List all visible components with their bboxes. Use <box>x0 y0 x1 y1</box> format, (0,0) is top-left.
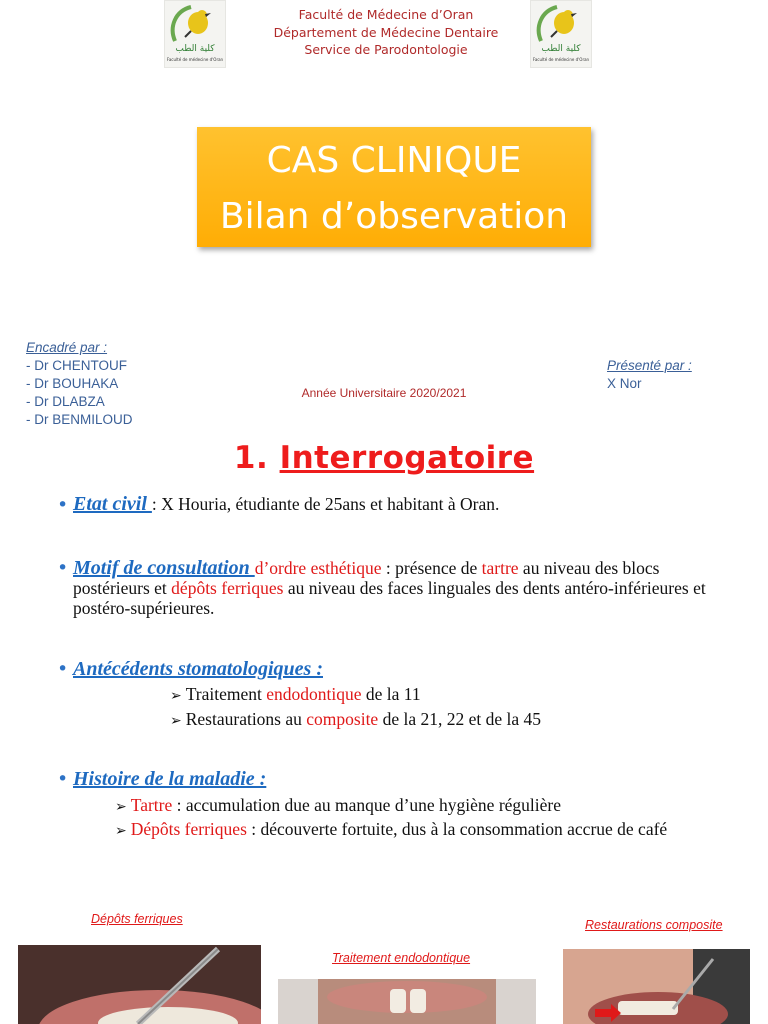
bullet-icon: • <box>57 658 69 680</box>
motif-text-2: au niveau des blocs postérieurs et <box>73 558 660 598</box>
header-department: Département de Médecine Dentaire <box>273 24 499 40</box>
supervisor-name: - Dr BOUHAKA <box>26 376 119 391</box>
supervisors-heading: Encadré par : <box>26 340 108 355</box>
histoire-item: ➢ Tartre : accumulation due au manque d’une hygiène régulière <box>115 795 561 815</box>
antecedent-item: ➢ Traitement endodontique de la 11 <box>170 684 421 704</box>
photo-caption-depots: Dépôts ferriques <box>91 912 183 926</box>
photo-restaurations-composite <box>563 949 750 1024</box>
svg-text:كلية الطب: كلية الطب <box>541 44 581 54</box>
bullet-icon: • <box>57 768 69 790</box>
presenter-heading: Présenté par : <box>607 358 692 373</box>
photo-caption-endodontique: Traitement endodontique <box>332 951 471 965</box>
bullet-icon: • <box>57 557 69 579</box>
presenter-name: X Nor <box>607 376 642 391</box>
section-title: Interrogatoire <box>279 440 535 476</box>
title-line-2: Bilan d’observation <box>219 196 569 237</box>
photo-traitement-endodontique <box>278 979 536 1024</box>
histoire-heading <box>73 769 733 789</box>
header-faculty: Faculté de Médecine d’Oran <box>298 7 474 22</box>
supervisor-name: - Dr BENMILOUD <box>26 412 133 427</box>
motif-text-1: : présence de <box>381 558 482 578</box>
histoire-item: ➢ Dépôts ferriques : découverte fortuite, dus à la consommation accrue de café <box>115 819 668 839</box>
bullet-icon: • <box>57 494 69 516</box>
motif-label: Motif de consultation <box>73 557 255 579</box>
presenter-block <box>607 357 692 393</box>
arrow-bullet-icon: ➢ <box>115 824 127 839</box>
motif-red-3: dépôts ferriques <box>171 578 284 598</box>
svg-text:كلية الطب: كلية الطب <box>175 44 215 54</box>
etat-civil-label: Etat civil <box>73 493 152 515</box>
svg-text:Faculté de médecine d'Oran: Faculté de médecine d'Oran <box>166 57 224 62</box>
svg-text:Faculté de médecine d'Oran: Faculté de médecine d'Oran <box>532 57 590 62</box>
motif-item <box>73 558 733 618</box>
photo-depots-ferriques <box>18 945 261 1024</box>
arrow-bullet-icon: ➢ <box>170 689 182 704</box>
institution-header <box>200 6 572 59</box>
header-service: Service de Parodontologie <box>304 42 468 57</box>
motif-text-3: au niveau des faces linguales des dents antéro-inférieures et postéro-supérieures. <box>73 578 706 618</box>
antecedents-label: Antécédents stomatologiques : <box>73 658 323 680</box>
supervisor-name: - Dr DLABZA <box>26 394 105 409</box>
section-number: 1. <box>233 440 269 476</box>
section-heading <box>0 440 768 476</box>
histoire-label: Histoire de la maladie : <box>73 768 267 790</box>
etat-civil-text: : X Houria, étudiante de 25ans et habitant à Oran. <box>151 494 500 514</box>
title-box <box>197 127 591 247</box>
antecedents-heading <box>73 659 733 679</box>
motif-red-1: d’ordre esthétique <box>254 558 382 578</box>
arrow-bullet-icon: ➢ <box>170 714 182 729</box>
etat-civil-item <box>73 494 733 514</box>
title-line-1: CAS CLINIQUE <box>266 140 522 181</box>
antecedent-item: ➢ Restaurations au composite de la 21, 22 et de la 45 <box>170 709 542 729</box>
academic-year: Année Universitaire 2020/2021 <box>301 386 467 400</box>
motif-red-2: tartre <box>481 558 519 578</box>
supervisors-block <box>26 339 133 429</box>
supervisor-name: - Dr CHENTOUF <box>26 358 127 373</box>
arrow-bullet-icon: ➢ <box>115 800 127 815</box>
photo-caption-composite: Restaurations composite <box>585 918 723 932</box>
